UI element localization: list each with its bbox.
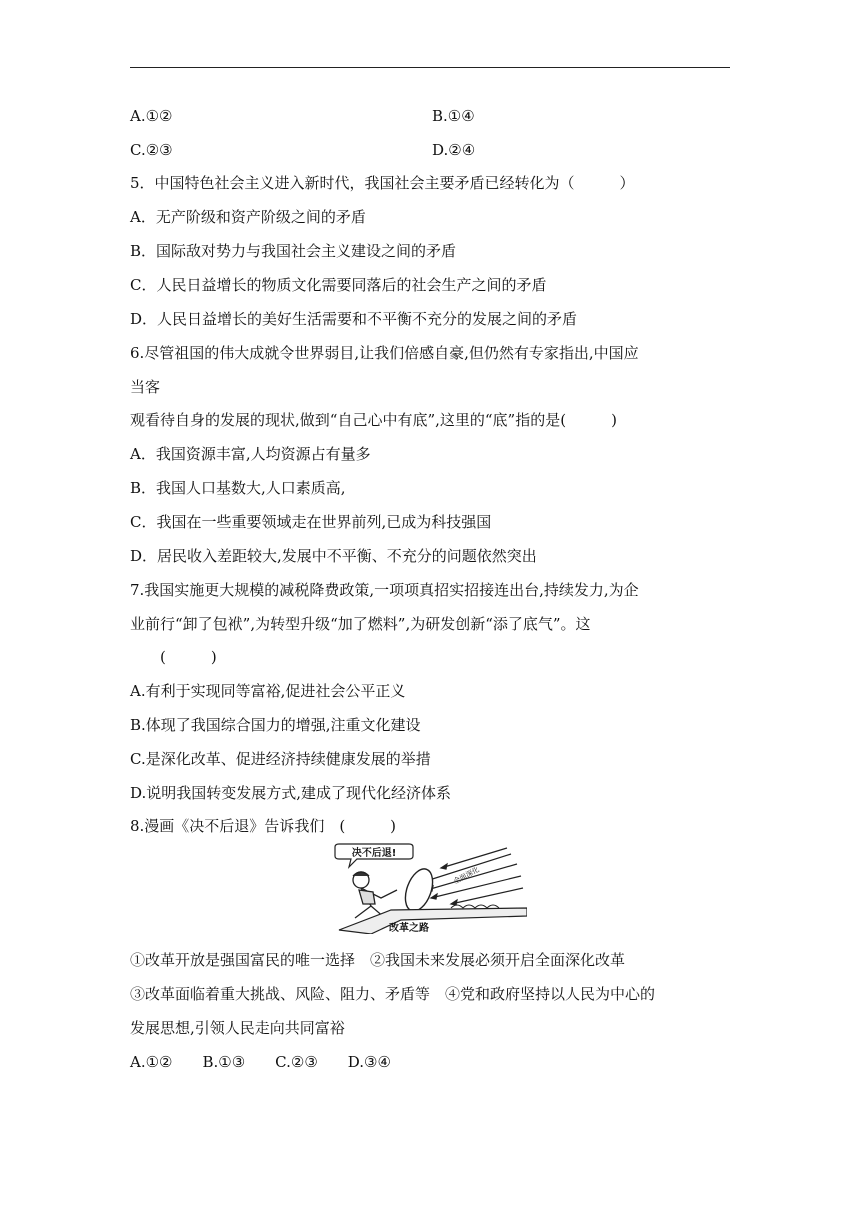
q8-stem: 8.漫画《决不后退》告诉我们 ( ) — [130, 817, 397, 835]
prev-option-b: B.①④ — [432, 107, 475, 125]
q6-option-b: B．我国人口基数大,人口素质高, — [130, 479, 346, 497]
prev-option-a: A.①② — [130, 107, 173, 125]
q8-statement-3: 发展思想,引领人民走向共同富裕 — [130, 1019, 345, 1037]
prev-option-c: C.②③ — [130, 141, 173, 159]
prev-option-d: D.②④ — [432, 141, 476, 159]
q7-option-c: C.是深化改革、促进经济持续健康发展的举措 — [130, 750, 431, 768]
q8-statement-2: ③改革面临着重大挑战、风险、阻力、矛盾等 ④党和政府坚持以人民为中心的 — [130, 985, 656, 1003]
q8-choices: A.①② B.①③ C.②③ D.③④ — [130, 1053, 391, 1071]
q5-option-a: A．无产阶级和资产阶级之间的矛盾 — [130, 208, 366, 226]
shield-label: 全面深化 — [452, 865, 481, 886]
q5-option-c: C．人民日益增长的物质文化需要同落后的社会生产之间的矛盾 — [130, 276, 547, 294]
q7-option-a: A.有利于实现同等富裕,促进社会公平正义 — [130, 682, 406, 700]
bushes — [451, 905, 499, 908]
q5-option-b: B．国际敌对势力与我国社会主义建设之间的矛盾 — [130, 242, 457, 260]
q7-stem-line2: 业前行“卸了包袱”,为转型升级“加了燃料”,为研发创新“添了底气”。这 — [130, 615, 591, 633]
q6-stem-line1: 6.尽管祖国的伟大成就令世界弱目,让我们倍感自豪,但仍然有专家指出,中国应 — [130, 344, 639, 362]
comic-title: 决不后退! — [351, 848, 397, 859]
shield — [400, 865, 438, 915]
q6-stem-line3: 观看待自身的发展的现状,做到“自己心中有底”,这里的“底”指的是( ) — [130, 411, 617, 429]
q6-option-c: C．我国在一些重要领域走在世界前列,已成为科技强国 — [130, 513, 492, 531]
q6-stem-line2: 当客 — [130, 378, 161, 396]
q6-option-a: A．我国资源丰富,人均资源占有量多 — [130, 445, 371, 463]
header-rule — [130, 67, 730, 68]
comic-illustration — [331, 842, 527, 934]
q6-option-d: D．居民收入差距较大,发展中不平衡、不充分的问题依然突出 — [130, 547, 537, 565]
q5-stem: 5．中国特色社会主义进入新时代，我国社会主要矛盾已经转化为（ ） — [130, 174, 635, 192]
road — [339, 908, 527, 934]
q7-stem-line1: 7.我国实施更大规模的减税降费政策,一项项真招实招接连出台,持续发力,为企 — [130, 581, 639, 599]
road-label: 改革之路 — [389, 923, 429, 934]
q5-option-d: D．人民日益增长的美好生活需要和不平衡不充分的发展之间的矛盾 — [130, 310, 578, 328]
q8-statement-1: ①改革开放是强国富民的唯一选择 ②我国未来发展必须开启全面深化改革 — [130, 951, 626, 969]
q7-stem-line3: ( ) — [160, 648, 217, 666]
q7-option-d: D.说明我国转变发展方式,建成了现代化经济体系 — [130, 784, 452, 802]
q7-option-b: B.体现了我国综合国力的增强,注重文化建设 — [130, 716, 421, 734]
